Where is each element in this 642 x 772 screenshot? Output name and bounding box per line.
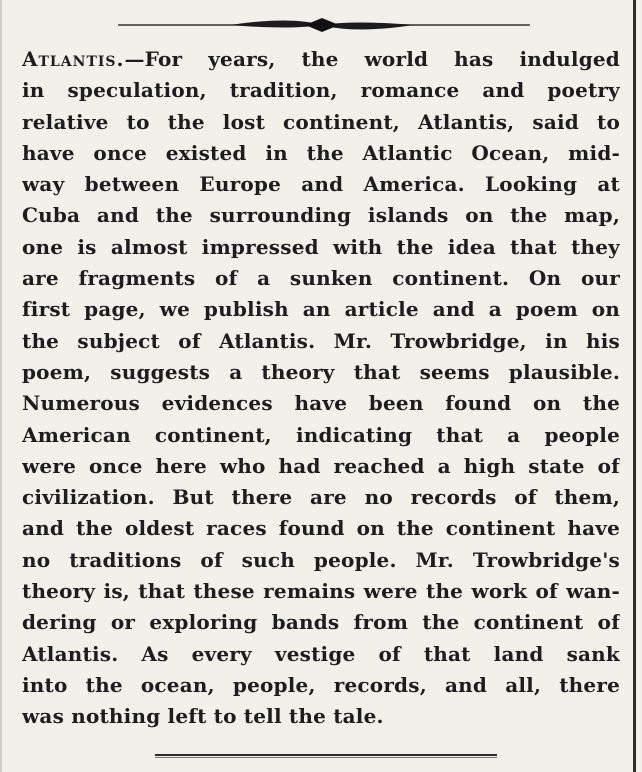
article-line: have once existed in the Atlantic Ocean, mid- bbox=[22, 140, 620, 165]
article-line: Atlantis.—For years, the world has indulged bbox=[22, 47, 620, 71]
article-line: dering or exploring bands from the continent of bbox=[22, 610, 620, 635]
article-line: Cuba and the surrounding islands on the map, bbox=[22, 203, 620, 228]
bottom-rule bbox=[155, 754, 497, 756]
article-line: and the oldest races found on the continent have bbox=[22, 516, 620, 541]
article-line: poem, suggests a theory that seems plausible. bbox=[22, 359, 620, 384]
article-line: relative to the lost continent, Atlantis, said to bbox=[22, 109, 620, 134]
article-headline: Atlantis. bbox=[22, 47, 125, 71]
article-line: first page, we publish an article and a poem on bbox=[22, 297, 620, 322]
article-line: are fragments of a sunken continent. On our bbox=[22, 266, 620, 291]
article-line: theory is, that these remains were the work of wan- bbox=[22, 579, 620, 604]
article-line: in speculation, tradition, romance and poetry bbox=[22, 78, 620, 103]
article-line: the subject of Atlantis. Mr. Trowbridge, in his bbox=[22, 328, 620, 353]
article-line: American continent, indicating that a people bbox=[22, 422, 620, 447]
article-line: was nothing left to tell the tale. bbox=[22, 704, 384, 729]
article-line: one is almost impressed with the idea that they bbox=[22, 234, 620, 259]
decorative-rule-ornament bbox=[0, 10, 642, 40]
article-line: Numerous evidences have been found on the bbox=[22, 391, 620, 416]
article-line: way between Europe and America. Looking at bbox=[22, 172, 620, 197]
article-line: civilization. But there are no records of them, bbox=[22, 485, 620, 510]
article-line: were once here who had reached a high state of bbox=[22, 453, 620, 478]
article-line: into the ocean, people, records, and all, there bbox=[22, 672, 620, 697]
bottom-rule-thin bbox=[155, 757, 497, 758]
left-edge bbox=[0, 0, 2, 772]
article-body bbox=[22, 44, 620, 756]
article-line: no traditions of such people. Mr. Trowbridge's bbox=[22, 547, 620, 572]
column-rule bbox=[633, 0, 636, 772]
article-line: Atlantis. As every vestige of that land sank bbox=[22, 641, 620, 666]
